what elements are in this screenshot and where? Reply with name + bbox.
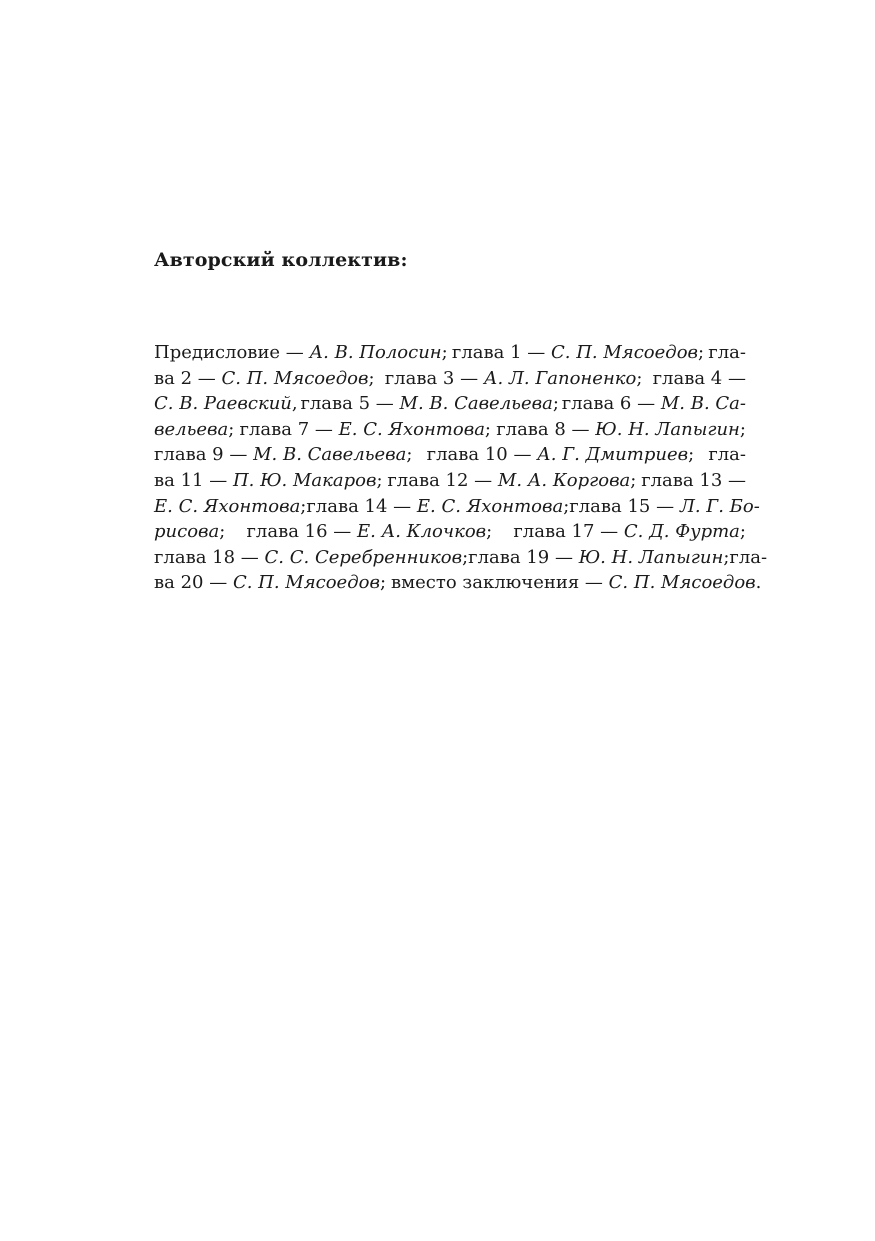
author-name: А. Л. Гапоненко <box>483 367 637 389</box>
author-name: С. П. Мясоедов <box>232 572 380 594</box>
credit-fragment: глава 4 — <box>652 367 746 389</box>
author-name: П. Ю. Макаров <box>232 469 377 491</box>
credits-line <box>154 519 746 545</box>
credit-fragment: гла- <box>708 444 746 466</box>
credit-entry: глава 8 — Ю. Н. Лапыгин; <box>496 418 746 440</box>
credits-line <box>154 468 746 494</box>
credit-entry: глава 15 — Л. Г. Бо- <box>569 495 760 517</box>
credit-entry: Е. С. Яхонтова; <box>154 495 307 517</box>
credits-line <box>154 391 746 417</box>
author-name: Е. А. Клочков <box>357 521 487 543</box>
credits-line <box>154 417 746 443</box>
credit-entry: глава 10 — А. Г. Дмитриев; <box>426 444 695 466</box>
credit-entry: глава 6 — М. В. Са- <box>561 393 746 415</box>
author-name: С. В. Раевский <box>154 393 292 415</box>
author-name: Е. С. Яхонтова <box>154 495 301 517</box>
author-name: Е. С. Яхонтова <box>416 495 564 517</box>
credit-entry: глава 19 — Ю. Н. Лапыгин; <box>468 546 730 568</box>
author-name: М. А. Коргова <box>497 469 631 491</box>
credit-entry: глава 1 — С. П. Мясоедов; <box>451 342 705 363</box>
credit-entry: С. В. Раевский, <box>154 393 298 415</box>
credit-fragment: гла- <box>729 546 768 568</box>
credit-entry: глава 9 — М. В. Савельева; <box>154 444 413 466</box>
credit-fragment: глава 13 — <box>641 469 746 491</box>
credit-entry: вместо заключения — С. П. Мясоедов. <box>391 572 762 594</box>
author-name: Л. Г. Бо- <box>679 495 760 517</box>
authors-heading: Авторский коллектив: <box>154 249 408 271</box>
credit-entry: ва 20 — С. П. Мясоедов; <box>154 572 387 594</box>
author-name: М. В. Савельева <box>253 444 407 466</box>
author-name: М. В. Савельева <box>399 393 553 415</box>
credit-entry: глава 18 — С. С. Серебренников; <box>154 546 469 568</box>
authors-credits <box>154 340 768 596</box>
author-name: Ю. Н. Лапыгин <box>578 546 724 568</box>
author-name: Е. С. Яхонтова <box>338 418 485 440</box>
credits-line <box>154 340 746 366</box>
credit-entry: вельева; <box>154 418 235 440</box>
credits-line <box>154 545 768 571</box>
author-name: С. П. Мясоедов <box>221 367 369 389</box>
author-name: А. В. Полосин <box>309 342 442 363</box>
credits-line <box>154 442 746 468</box>
author-name: Ю. Н. Лапыгин <box>595 418 740 440</box>
credit-entry: глава 7 — Е. С. Яхонтова; <box>239 418 491 440</box>
author-name: М. В. Са- <box>660 393 746 415</box>
credit-entry: глава 14 — Е. С. Яхонтова; <box>306 495 570 517</box>
credit-entry: глава 5 — М. В. Савельева; <box>300 393 559 415</box>
author-name: С. С. Серебренников <box>264 546 463 568</box>
author-name: С. П. Мясоедов <box>608 572 756 594</box>
author-name: рисова <box>154 521 220 543</box>
credits-line <box>154 570 762 596</box>
author-name: вельева <box>154 418 229 440</box>
credit-entry: ва 2 — С. П. Мясоедов; <box>154 367 375 389</box>
credit-entry: ва 11 — П. Ю. Макаров; <box>154 469 383 491</box>
credit-entry: глава 17 — С. Д. Фурта; <box>513 521 746 543</box>
credit-entry: рисова; <box>154 521 226 543</box>
author-name: С. П. Мясоедов <box>551 342 699 363</box>
credits-line <box>154 494 760 520</box>
credit-entry: Предисловие — А. В. Полосин; <box>154 342 448 363</box>
credit-entry: глава 16 — Е. А. Клочков; <box>246 521 493 543</box>
credit-entry: глава 12 — М. А. Коргова; <box>387 469 637 491</box>
credit-entry: глава 3 — А. Л. Гапоненко; <box>384 367 643 389</box>
credits-line <box>154 366 746 392</box>
author-name: А. Г. Дмитриев <box>537 444 689 466</box>
credit-fragment: гла- <box>708 342 746 363</box>
author-name: С. Д. Фурта <box>623 521 740 543</box>
